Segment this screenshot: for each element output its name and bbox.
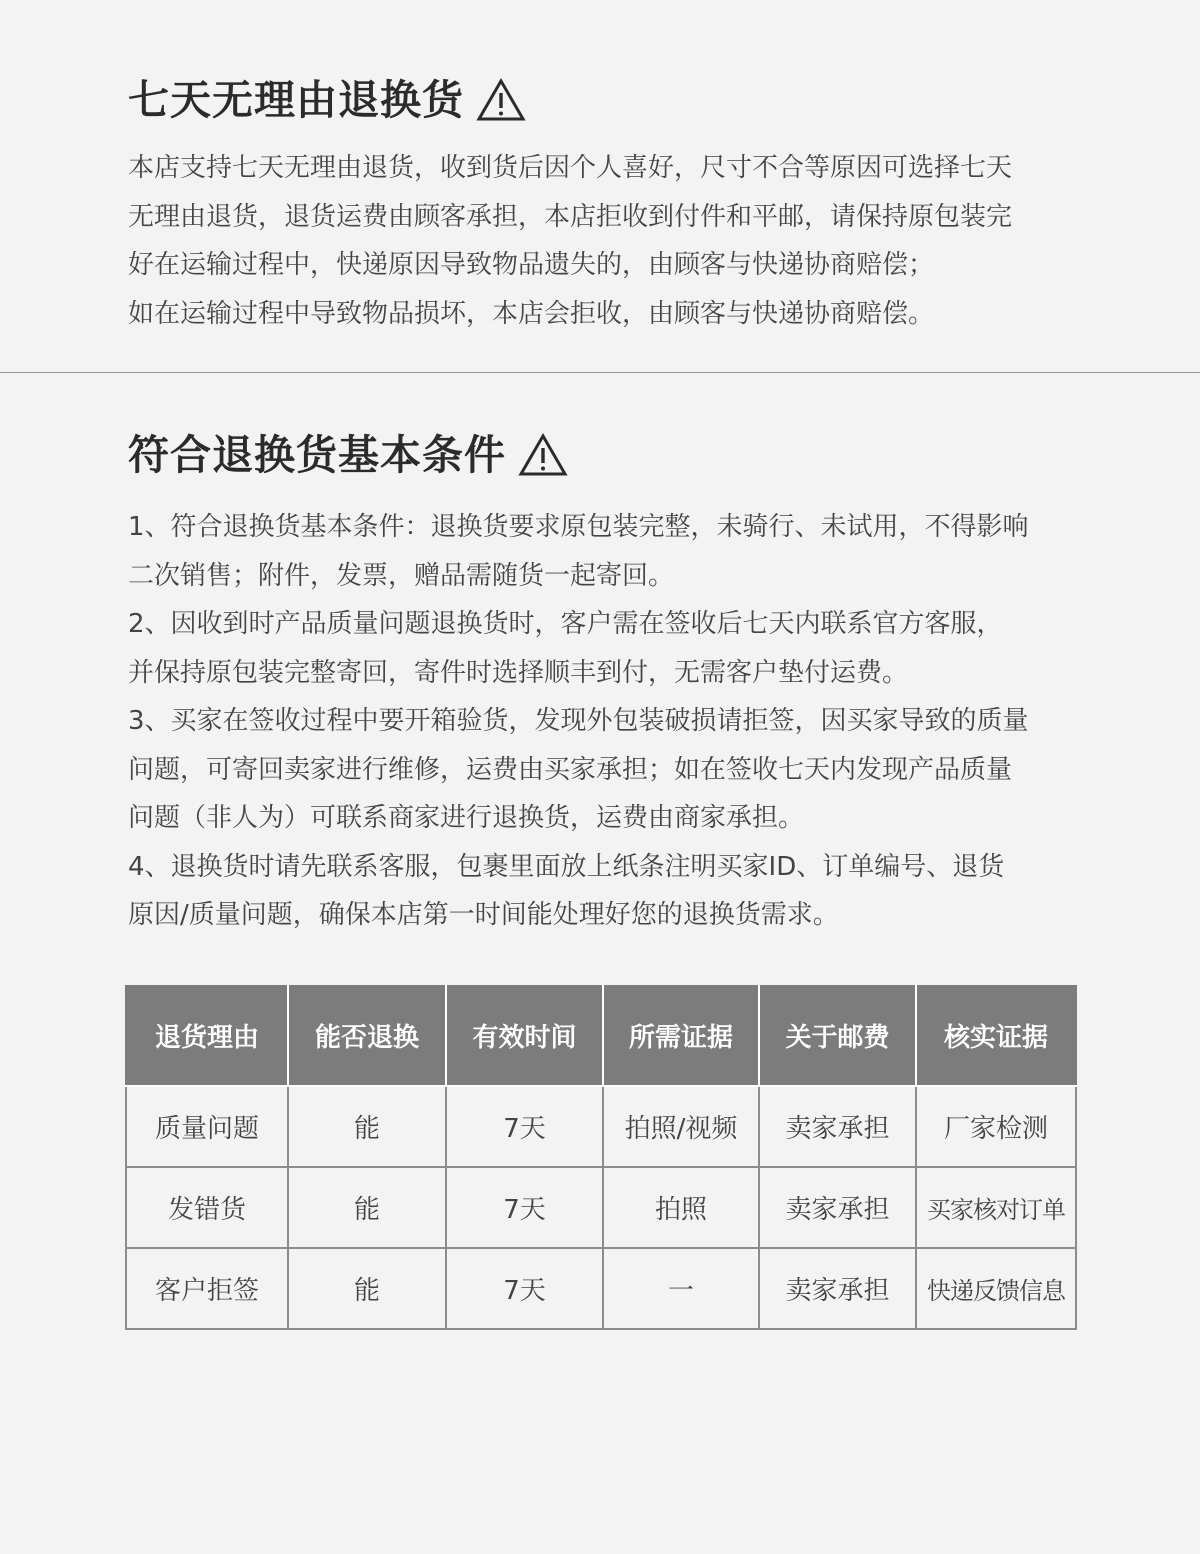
table-cell: 卖家承担 xyxy=(759,1086,916,1167)
header-shipping-cost: 关于邮费 xyxy=(759,985,916,1086)
table-cell: 卖家承担 xyxy=(759,1248,916,1329)
table-cell: 能 xyxy=(288,1086,446,1167)
table-cell: 厂家检测 xyxy=(916,1086,1076,1167)
header-valid-period: 有效时间 xyxy=(446,985,603,1086)
policy-text xyxy=(128,144,1078,338)
table-row xyxy=(126,1086,1076,1167)
table-cell: 拍照/视频 xyxy=(603,1086,759,1167)
return-conditions-section xyxy=(128,425,1078,940)
condition-line: 二次销售；附件，发票，赠品需随货一起寄回。 xyxy=(128,560,675,591)
condition-line: 问题，可寄回卖家进行维修，运费由买家承担；如在签收七天内发现产品质量 xyxy=(128,754,1013,785)
condition-line: 2、因收到时产品质量问题退换货时，客户需在签收后七天内联系官方客服， xyxy=(128,609,1003,639)
warning-triangle-icon xyxy=(476,78,526,122)
condition-line: 4、退换货时请先联系客服，包裹里面放上纸条注明买家ID、订单编号、退货 xyxy=(128,851,1005,882)
policy-line: 好在运输过程中，快递原因导致物品遗失的，由顾客与快递协商赔偿； xyxy=(128,250,935,280)
section-title-text: 七天无理由退换货 xyxy=(128,76,464,124)
condition-line: 原因/质量问题，确保本店第一时间能处理好您的退换货需求。 xyxy=(128,900,839,930)
table-cell: 一 xyxy=(603,1248,759,1329)
table-cell: 7天 xyxy=(446,1086,603,1167)
condition-line: 并保持原包装完整寄回，寄件时选择顺丰到付，无需客户垫付运费。 xyxy=(128,657,909,688)
condition-line: 3、买家在签收过程中要开箱验货，发现外包装破损请拒签，因买家导致的质量 xyxy=(128,706,1029,736)
section-title xyxy=(128,70,1078,130)
table-cell: 能 xyxy=(288,1248,446,1329)
section-title-text: 符合退换货基本条件 xyxy=(128,431,506,479)
table-cell: 能 xyxy=(288,1167,446,1248)
header-return-reason: 退货理由 xyxy=(126,985,288,1086)
policy-line: 无理由退货，退货运费由顾客承担，本店拒收到付件和平邮，请保持原包装完 xyxy=(128,201,1013,232)
table-cell: 质量问题 xyxy=(126,1086,288,1167)
header-returnable: 能否退换 xyxy=(288,985,446,1086)
condition-line: 1、符合退换货基本条件：退换货要求原包装完整，未骑行、未试用，不得影响 xyxy=(128,512,1029,542)
table-header-row xyxy=(126,985,1076,1086)
table-cell: 7天 xyxy=(446,1248,603,1329)
header-required-evidence: 所需证据 xyxy=(603,985,759,1086)
seven-day-return-section xyxy=(128,70,1078,338)
return-policy-table xyxy=(125,985,1077,1330)
section-divider xyxy=(0,372,1200,373)
policy-line: 本店支持七天无理由退货，收到货后因个人喜好，尺寸不合等原因可选择七天 xyxy=(128,153,1013,183)
table-row xyxy=(126,1167,1076,1248)
table-cell: 买家核对订单 xyxy=(916,1167,1076,1248)
condition-line: 问题（非人为）可联系商家进行退换货，运费由商家承担。 xyxy=(128,803,805,833)
table-cell: 拍照 xyxy=(603,1167,759,1248)
table-cell: 7天 xyxy=(446,1167,603,1248)
table-cell: 客户拒签 xyxy=(126,1248,288,1329)
header-verification: 核实证据 xyxy=(916,985,1076,1086)
table-cell: 快递反馈信息 xyxy=(916,1248,1076,1329)
policy-line: 如在运输过程中导致物品损坏，本店会拒收，由顾客与快递协商赔偿。 xyxy=(128,298,935,329)
table-cell: 发错货 xyxy=(126,1167,288,1248)
table-cell: 卖家承担 xyxy=(759,1167,916,1248)
table-row xyxy=(126,1248,1076,1329)
conditions-text xyxy=(128,503,1078,940)
section-title xyxy=(128,425,1078,485)
warning-triangle-icon xyxy=(518,433,568,477)
